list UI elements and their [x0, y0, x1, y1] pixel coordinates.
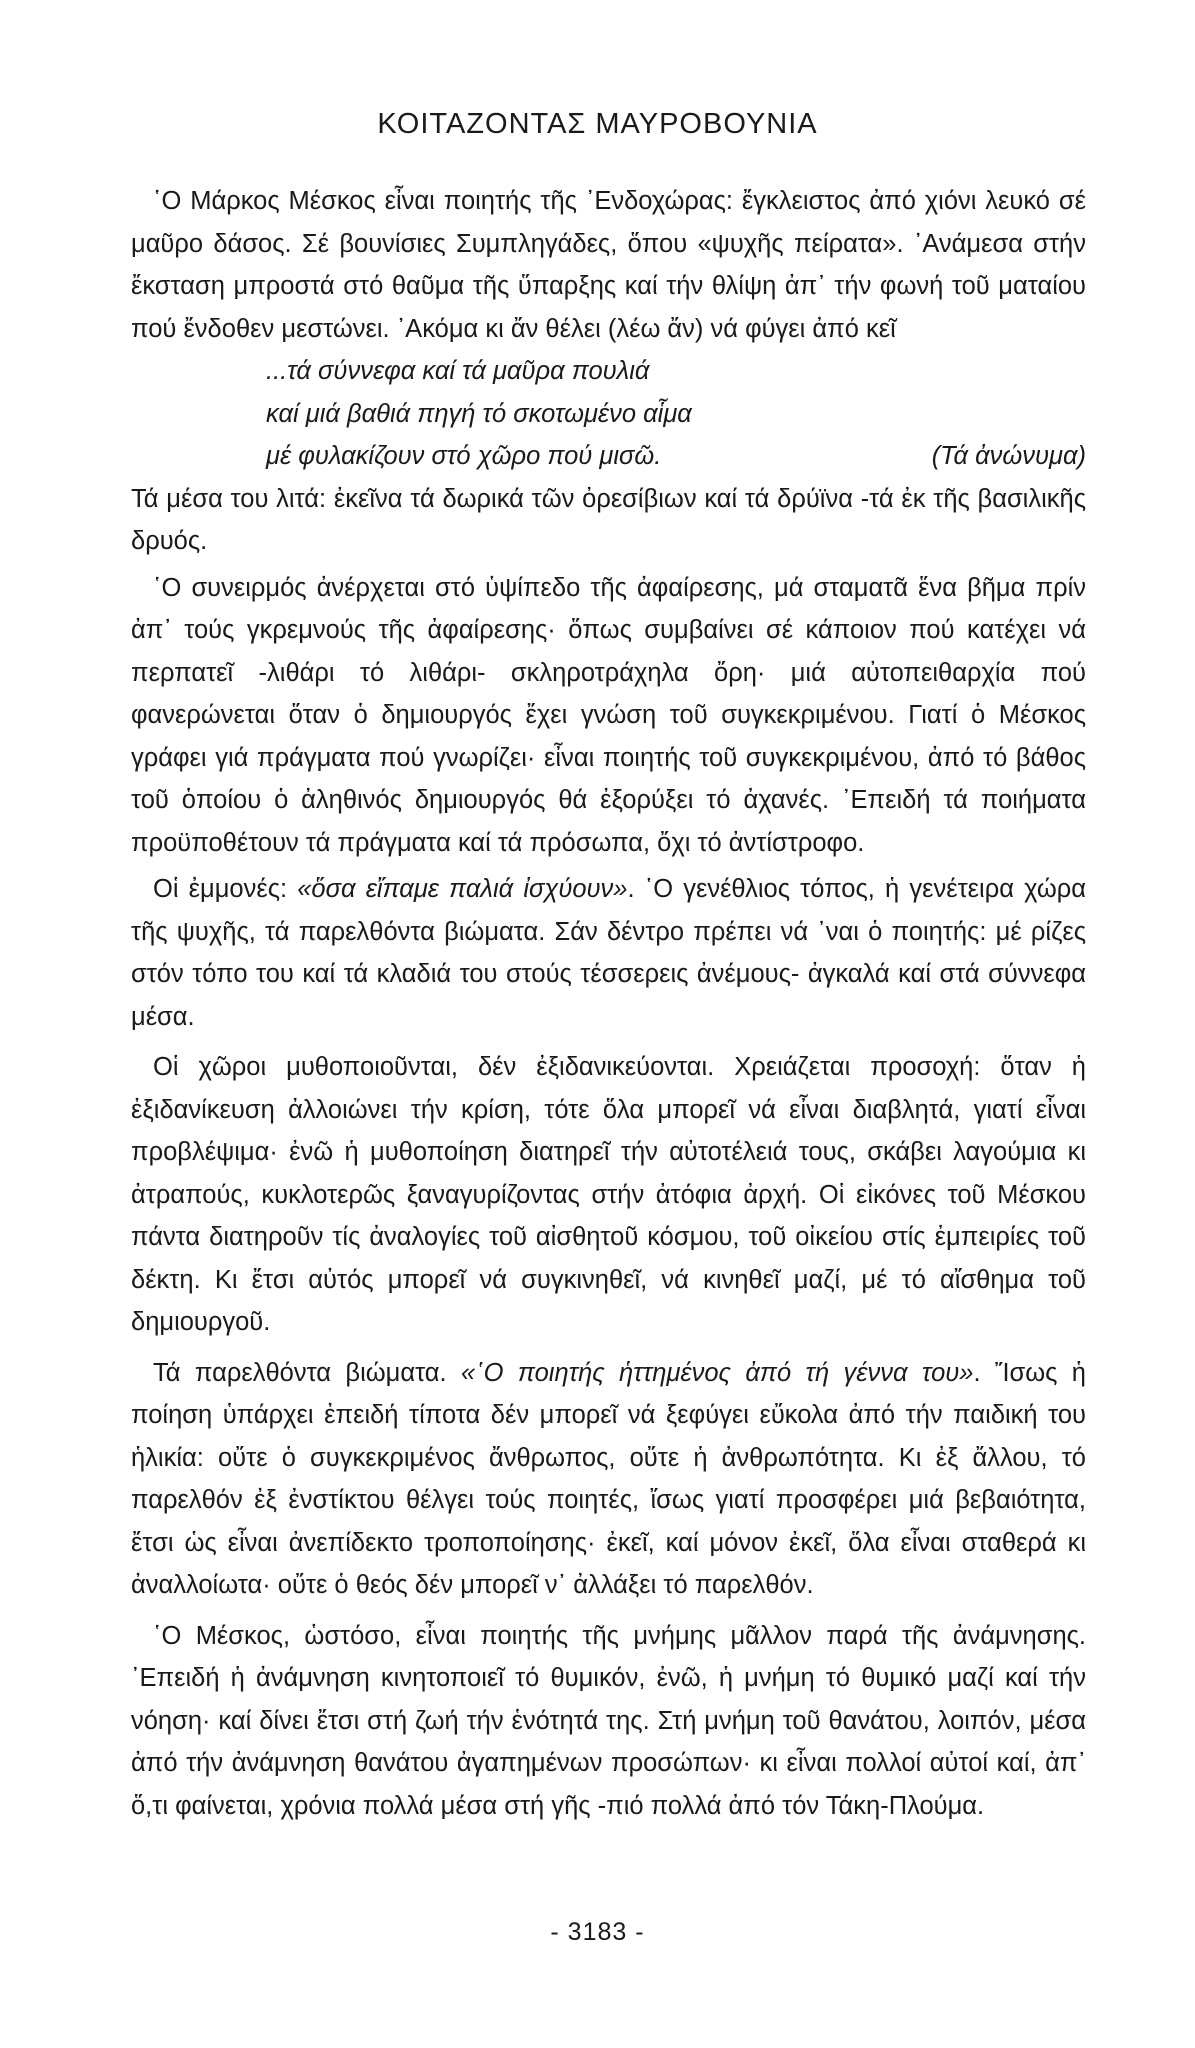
- paragraph-5-lead: Τά παρελθόντα βιώματα.: [153, 1358, 461, 1387]
- paragraph-3: [131, 868, 1086, 1038]
- paragraph-2: ῾Ο συνειρμός ἀνέρχεται στό ὑψίπεδο τῆς ἀφαίρεσης, μά σταματᾶ ἕνα βῆμα πρίν ἀπ᾿ τούς γκρεμνούς τῆς ἀφαίρεσης· ὅπως συμβαίνει σέ κάποιον πού κατέχει νά περπατεῖ -λιθάρι τό λιθάρι- σκληροτράχηλα ὄρη· μιά αὐτοπειθαρχία πού φανερώνεται ὅταν ὁ δημιουργός ἔχει γνώση τοῦ συγκεκριμένου. Γιατί ὁ Μέσκος γράφει γιά πράγματα πού γνωρίζει· εἶναι ποιητής τοῦ συγκεκριμένου, ἀπό τό βάθος τοῦ ὁποίου ὁ ἀληθινός δημιουργός θά ἐξορύξει τό ἀχανές. ᾿Επειδή τά ποιήματα προϋποθέτουν τά πράγματα καί τά πρόσωπα, ὄχι τό ἀντίστροφο.: [131, 573, 1086, 857]
- paragraph-4: Οἱ χῶροι μυθοποιοῦνται, δέν ἐξιδανικεύονται. Χρειάζεται προσοχή: ὅταν ἡ ἐξιδανίκευση ἀλλοιώνει τήν κρίση, τότε ὅλα μπορεῖ νά εἶναι διαβλητά, γιατί εἶναι προβλέψιμα· ἐνῶ ἡ μυθοποίηση διατηρεῖ τήν αὐτοτέλειά τους, σκάβει λαγούμια κι ἀτραπούς, κυκλοτερῶς ξαναγυρίζοντας στήν ἀτόφια ἀρχή. Οἱ εἰκόνες τοῦ Μέσκου πάντα διατηροῦν τίς ἀναλογίες τοῦ αἰσθητοῦ κόσμου, τοῦ οἰκείου στίς ἐμπειρίες τοῦ δέκτη. Κι ἔτσι αὐτός μπορεῖ νά συγκινηθεῖ, νά κινηθεῖ μαζί, μέ τό αἴσθημα τοῦ δημιουργοῦ.: [131, 1053, 1086, 1336]
- paragraph-3-quote: «ὅσα εἴπαμε παλιά ἰσχύουν»: [297, 875, 628, 903]
- poem-attribution: (Τά ἀνώνυμα): [931, 442, 1086, 470]
- paragraph-3-rest: . ῾Ο γενέθλιος τόπος, ἡ γενέτειρα χώρα τῆς ψυχῆς, τά παρελθόντα βιώματα. Σάν δέντρο πρέπει νά ᾿ναι ὁ ποιητής: μέ ρίζες στόν τόπο του καί τά κλαδιά του στούς τέσσερεις ἀνέμους- ἀγκαλά καί στά σύννεφα μέσα.: [131, 875, 1086, 1031]
- poem-line-1: ...τά σύννεφα καί τά μαῦρα πουλιά: [266, 357, 650, 385]
- poem-line-2: καί μιά βαθιά πηγή τό σκοτωμένο αἷμα: [266, 399, 692, 428]
- poem-line-3-row: [266, 435, 1086, 478]
- poem-line-3: μέ φυλακίζουν στό χῶρο πού μισῶ.: [266, 442, 662, 470]
- paragraph-5-rest: . Ἴσως ἡ ποίηση ὑπάρχει ἐπειδή τίποτα δέν μπορεῖ νά ξεφύγει εὔκολα ἀπό τήν παιδική του ἡλικία: οὔτε ὁ συγκεκριμένος ἄνθρωπος, οὔτε ἡ ἀνθρωπότητα. Κι ἐξ ἄλλου, τό παρελθόν ἐξ ἐνστίκτου θέλγει τούς ποιητές, ἴσως γιατί προσφέρει μιά βεβαιότητα, ἔτσι ὡς εἶναι ἀνεπίδεκτο τροποποίησης· ἐκεῖ, καί μόνον ἐκεῖ, ὅλα εἶναι σταθερά κι ἀναλλοίωτα· οὔτε ὁ θεός δέν μπορεῖ ν᾿ ἀλλάξει τό παρελθόν.: [131, 1358, 1086, 1599]
- paragraph-1-continued: Τά μέσα του λιτά: ἐκεῖνα τά δωρικά τῶν ὀρεσίβιων καί τά δρύϊνα -τά ἐκ τῆς βασιλικῆς δρυός.: [131, 484, 1086, 555]
- paragraph-5: [131, 1352, 1086, 1607]
- paragraph-6: ῾Ο Μέσκος, ὡστόσο, εἶναι ποιητής τῆς μνήμης μᾶλλον παρά τῆς ἀνάμνησης. ᾿Επειδή ἡ ἀνάμνηση κινητοποιεῖ τό θυμικόν, ἐνῶ, ἡ μνήμη τό θυμικό μαζί καί τήν νόηση· καί δίνει ἔτσι στή ζωή τήν ἑνότητά της. Στή μνήμη τοῦ θανάτου, λοιπόν, μέσα ἀπό τήν ἀνάμνηση θανάτου ἀγαπημένων προσώπων· κι εἶναι πολλοί αὐτοί καί, ἀπ᾿ ὅ,τι φαίνεται, χρόνια πολλά μέσα στή γῆς -πιό πολλά ἀπό τόν Τάκη-Πλούμα.: [131, 1621, 1086, 1820]
- paragraph-3-lead: Οἱ ἐμμονές:: [153, 875, 298, 903]
- poem-quote: [266, 350, 1086, 478]
- paragraph-1: ῾Ο Μάρκος Μέσκος εἶναι ποιητής τῆς ᾿Ενδοχώρας: ἔγκλειστος ἀπό χιόνι λευκό σέ μαῦρο δάσος. Σέ βουνίσιες Συμπληγάδες, ὅπου «ψυχῆς πείρατα». ᾿Ανάμεσα στήν ἔκσταση μπροστά στό θαῦμα τῆς ὕπαρξης καί τήν θλίψη ἀπ᾿ τήν φωνή τοῦ ματαίου πού ἔνδοθεν μεστώνει. ᾿Ακόμα κι ἄν θέλει (λέω ἄν) νά φύγει ἀπό κεῖ: [131, 187, 1086, 343]
- paragraph-5-quote: «῾Ο ποιητής ἡττημένος ἀπό τή γέννα του»: [461, 1358, 974, 1387]
- page-number: - 3183 -: [550, 1918, 645, 1946]
- page-title: ΚΟΙΤΑΖΟΝΤΑΣ ΜΑΥΡΟΒΟΥΝΙΑ: [377, 108, 818, 140]
- article-body: [131, 180, 1086, 1827]
